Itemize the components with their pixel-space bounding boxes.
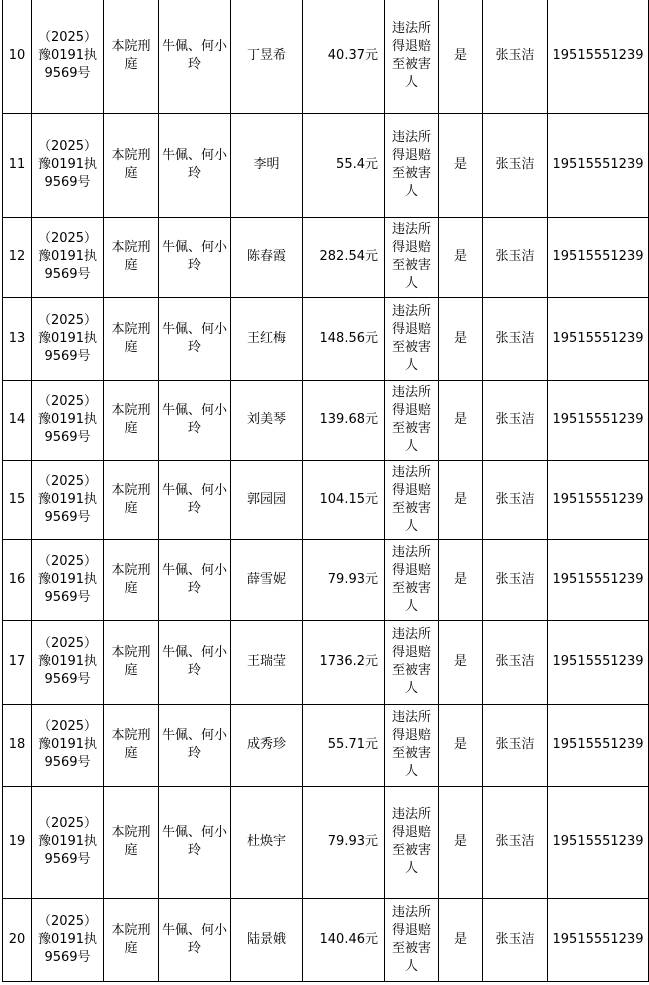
judges-cell: 牛佩、何小玲	[159, 113, 231, 217]
case-number-cell: （2025）豫0191执9569号	[32, 217, 104, 297]
court-cell: 本院刑庭	[104, 704, 159, 786]
flag-cell: 是	[439, 704, 483, 786]
flag-cell: 是	[439, 786, 483, 898]
judges-cell: 牛佩、何小玲	[159, 217, 231, 297]
amount-cell: 79.93元	[303, 539, 385, 620]
case-number-cell: （2025）豫0191执9569号	[32, 898, 104, 981]
court-cell: 本院刑庭	[104, 460, 159, 539]
amount-cell: 282.54元	[303, 217, 385, 297]
row-number-cell: 10	[3, 0, 32, 113]
person-name-cell: 薛雪妮	[231, 539, 303, 620]
judges-cell: 牛佩、何小玲	[159, 460, 231, 539]
table-row	[3, 113, 649, 217]
phone-number-cell: 19515551239	[548, 704, 649, 786]
reason-cell: 违法所得退赔至被害人	[385, 297, 439, 380]
contact-person-cell: 张玉洁	[483, 539, 548, 620]
phone-number-cell: 19515551239	[548, 113, 649, 217]
flag-cell: 是	[439, 539, 483, 620]
amount-cell: 1736.2元	[303, 620, 385, 704]
person-name-cell: 王红梅	[231, 297, 303, 380]
phone-number-cell: 19515551239	[548, 620, 649, 704]
flag-cell: 是	[439, 620, 483, 704]
judges-cell: 牛佩、何小玲	[159, 620, 231, 704]
amount-cell: 104.15元	[303, 460, 385, 539]
row-number-cell: 12	[3, 217, 32, 297]
table-row	[3, 217, 649, 297]
row-number-cell: 15	[3, 460, 32, 539]
row-number-cell: 17	[3, 620, 32, 704]
court-cell: 本院刑庭	[104, 297, 159, 380]
contact-person-cell: 张玉洁	[483, 786, 548, 898]
phone-number-cell: 19515551239	[548, 297, 649, 380]
phone-number-cell: 19515551239	[548, 539, 649, 620]
phone-number-cell: 19515551239	[548, 217, 649, 297]
row-number-cell: 19	[3, 786, 32, 898]
table-row	[3, 898, 649, 981]
court-cell: 本院刑庭	[104, 217, 159, 297]
amount-cell: 148.56元	[303, 297, 385, 380]
contact-person-cell: 张玉洁	[483, 297, 548, 380]
case-number-cell: （2025）豫0191执9569号	[32, 704, 104, 786]
case-number-cell: （2025）豫0191执9569号	[32, 620, 104, 704]
flag-cell: 是	[439, 380, 483, 460]
contact-person-cell: 张玉洁	[483, 620, 548, 704]
amount-cell: 139.68元	[303, 380, 385, 460]
case-number-cell: （2025）豫0191执9569号	[32, 460, 104, 539]
person-name-cell: 杜焕宇	[231, 786, 303, 898]
execution-records-table	[2, 0, 649, 982]
court-cell: 本院刑庭	[104, 898, 159, 981]
court-cell: 本院刑庭	[104, 113, 159, 217]
phone-number-cell: 19515551239	[548, 786, 649, 898]
reason-cell: 违法所得退赔至被害人	[385, 704, 439, 786]
flag-cell: 是	[439, 217, 483, 297]
contact-person-cell: 张玉洁	[483, 0, 548, 113]
row-number-cell: 18	[3, 704, 32, 786]
court-cell: 本院刑庭	[104, 539, 159, 620]
amount-cell: 55.71元	[303, 704, 385, 786]
person-name-cell: 陆景娥	[231, 898, 303, 981]
amount-cell: 55.4元	[303, 113, 385, 217]
table-row	[3, 539, 649, 620]
amount-cell: 140.46元	[303, 898, 385, 981]
contact-person-cell: 张玉洁	[483, 898, 548, 981]
flag-cell: 是	[439, 898, 483, 981]
flag-cell: 是	[439, 113, 483, 217]
person-name-cell: 王瑞莹	[231, 620, 303, 704]
contact-person-cell: 张玉洁	[483, 460, 548, 539]
case-number-cell: （2025）豫0191执9569号	[32, 297, 104, 380]
row-number-cell: 16	[3, 539, 32, 620]
reason-cell: 违法所得退赔至被害人	[385, 460, 439, 539]
person-name-cell: 刘美琴	[231, 380, 303, 460]
case-number-cell: （2025）豫0191执9569号	[32, 0, 104, 113]
judges-cell: 牛佩、何小玲	[159, 539, 231, 620]
reason-cell: 违法所得退赔至被害人	[385, 0, 439, 113]
row-number-cell: 14	[3, 380, 32, 460]
court-cell: 本院刑庭	[104, 0, 159, 113]
row-number-cell: 11	[3, 113, 32, 217]
contact-person-cell: 张玉洁	[483, 217, 548, 297]
person-name-cell: 陈春霞	[231, 217, 303, 297]
case-number-cell: （2025）豫0191执9569号	[32, 786, 104, 898]
person-name-cell: 丁昱希	[231, 0, 303, 113]
table-row	[3, 380, 649, 460]
reason-cell: 违法所得退赔至被害人	[385, 113, 439, 217]
person-name-cell: 郭园园	[231, 460, 303, 539]
contact-person-cell: 张玉洁	[483, 113, 548, 217]
reason-cell: 违法所得退赔至被害人	[385, 539, 439, 620]
table-row	[3, 620, 649, 704]
phone-number-cell: 19515551239	[548, 0, 649, 113]
judges-cell: 牛佩、何小玲	[159, 0, 231, 113]
contact-person-cell: 张玉洁	[483, 704, 548, 786]
reason-cell: 违法所得退赔至被害人	[385, 620, 439, 704]
person-name-cell: 成秀珍	[231, 704, 303, 786]
table-row	[3, 297, 649, 380]
court-cell: 本院刑庭	[104, 620, 159, 704]
judges-cell: 牛佩、何小玲	[159, 297, 231, 380]
case-number-cell: （2025）豫0191执9569号	[32, 380, 104, 460]
table-row	[3, 786, 649, 898]
reason-cell: 违法所得退赔至被害人	[385, 786, 439, 898]
phone-number-cell: 19515551239	[548, 380, 649, 460]
judges-cell: 牛佩、何小玲	[159, 380, 231, 460]
court-cell: 本院刑庭	[104, 380, 159, 460]
judges-cell: 牛佩、何小玲	[159, 704, 231, 786]
case-number-cell: （2025）豫0191执9569号	[32, 113, 104, 217]
flag-cell: 是	[439, 460, 483, 539]
reason-cell: 违法所得退赔至被害人	[385, 898, 439, 981]
table-row	[3, 704, 649, 786]
amount-cell: 40.37元	[303, 0, 385, 113]
judges-cell: 牛佩、何小玲	[159, 898, 231, 981]
reason-cell: 违法所得退赔至被害人	[385, 217, 439, 297]
amount-cell: 79.93元	[303, 786, 385, 898]
reason-cell: 违法所得退赔至被害人	[385, 380, 439, 460]
contact-person-cell: 张玉洁	[483, 380, 548, 460]
flag-cell: 是	[439, 0, 483, 113]
court-cell: 本院刑庭	[104, 786, 159, 898]
case-number-cell: （2025）豫0191执9569号	[32, 539, 104, 620]
person-name-cell: 李明	[231, 113, 303, 217]
table-body	[3, 0, 649, 981]
judges-cell: 牛佩、何小玲	[159, 786, 231, 898]
table-row	[3, 0, 649, 113]
flag-cell: 是	[439, 297, 483, 380]
phone-number-cell: 19515551239	[548, 460, 649, 539]
phone-number-cell: 19515551239	[548, 898, 649, 981]
row-number-cell: 13	[3, 297, 32, 380]
row-number-cell: 20	[3, 898, 32, 981]
table-row	[3, 460, 649, 539]
